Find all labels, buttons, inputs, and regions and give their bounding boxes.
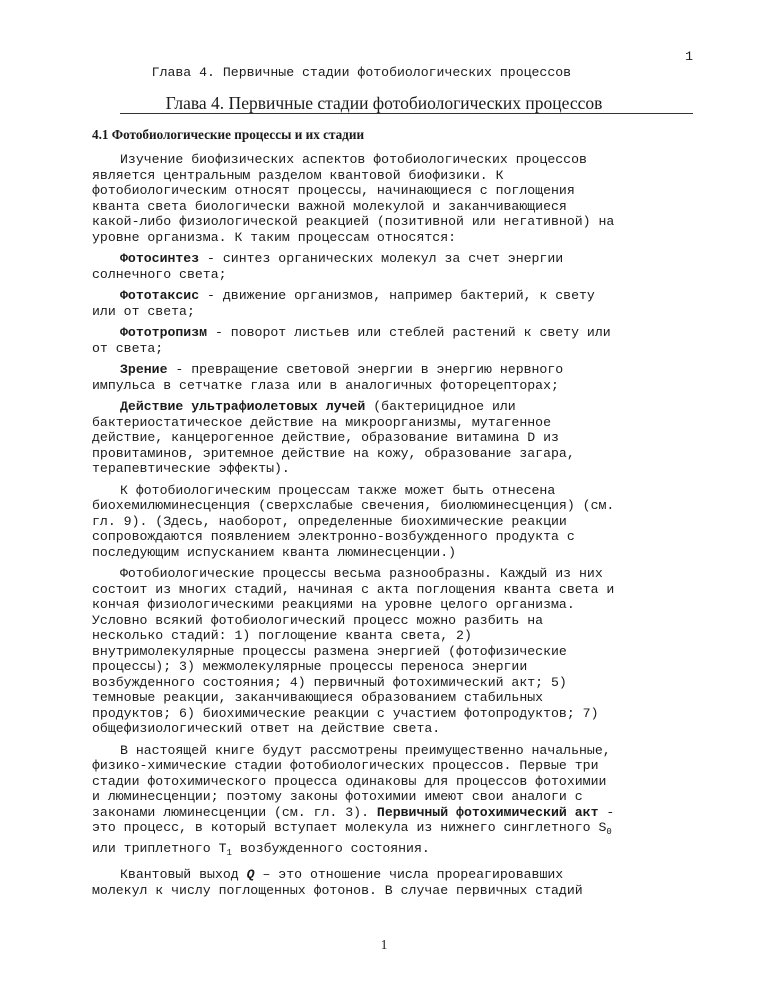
list-item xyxy=(92,325,706,356)
item-text: - синтез органических молекул за счет энергии солнечного света; xyxy=(92,251,564,282)
running-header-page-number: 1 xyxy=(685,49,693,64)
book-scope-paragraph: В настоящей книге будут рассмотрены преимущественно начальные, физико-химические стадии фотобиологических процессов. Первые три стадии фотохимического процесса одинаковы для процессов фотохимии и люминесценции; поэтому законы фотохимии имеют свои аналоги с законами люминесценции (см. гл. 3). Первичный фотохимический акт - это процесс, в который вступает молекула из нижнего синглетного $S_0$ или триплетного $T_1$ возбужденного состояния. xyxy=(92,742,615,858)
list-item xyxy=(92,399,706,477)
stages-paragraph: Фотобиологические процессы весьма разнообразны. Каждый из них состоит из многих стадий, начиная с акта поглощения кванта света и кончая физиологическими реакциями на уровне целого организма. Условно всякий фотобиологический процесс можно разбить на несколько стадий: 1) поглощение кванта света, 2) внутримолекулярные процессы размена энергией (фотофизические процессы); 3) межмолекулярные процессы переноса энергии возбужденного состояния; 4) первичный фотохимический акт; 5) темновые реакции, заканчивающиеся образованием стабильных продуктов; 6) биохимические реакции с участием фотопродуктов; 7) общефизиологический ответ на действие света. xyxy=(92,566,615,736)
item-term: Фототропизм xyxy=(120,325,208,340)
subscript: 0 xyxy=(606,827,612,837)
quantum-yield-paragraph: Квантовый выход Q – это отношение числа прореагировавших молекул к числу поглощенных фотонов. В случае первичных стадий xyxy=(92,867,583,898)
section-title: 4.1 Фотобиологические процессы и их стадии xyxy=(92,127,365,142)
primary-act-term: Первичный фотохимический акт xyxy=(376,804,599,820)
list-item xyxy=(92,288,706,319)
chapter-title: Глава 4. Первичные стадии фотобиологических процессов xyxy=(165,93,603,113)
quantum-yield-symbol: Q xyxy=(246,867,255,882)
item-term: Действие ультрафиолетовых лучей xyxy=(120,399,366,414)
list-item xyxy=(92,362,706,393)
body-text xyxy=(92,152,706,904)
running-header-title: Глава 4. Первичные стадии фотобиологических процессов xyxy=(151,65,572,80)
item-term: Зрение xyxy=(120,362,168,377)
intro-paragraph: Изучение биофизических аспектов фотобиологических процессов является центральным разделом квантовой биофизики. К фотобиологическим относят процессы, начинающиеся с поглощения кванта света биологически важной молекулой и заканчивающиеся какой-либо физиологической реакцией (позитивной или негативной) на уровне организма. К таким процессам относятся: xyxy=(92,152,615,245)
item-text: - движение организмов, например бактерий, к свету или от света; xyxy=(92,288,595,319)
item-term: Фототаксис xyxy=(120,288,200,303)
chemiluminescence-paragraph: К фотобиологическим процессам также может быть отнесена биохемилюминесценция (сверхслабые свечения, биолюминесценция) (см. гл. 9). (Здесь, наоборот, определенные биохимические реакции сопровождаются появлением электронно-возбужденного продукта с последующим испусканием кванта люминесценции.) xyxy=(92,482,615,560)
item-text: (бактерицидное или бактериостатическое действие на микроорганизмы, мутагенное действие, канцерогенное действие, образование витамина D из провитаминов, эритемное действие на кожу, образование загара, терапевтические эффекты). xyxy=(92,399,575,476)
item-term: Фотосинтез xyxy=(120,251,200,266)
subscript: 1 xyxy=(226,847,232,858)
list-item xyxy=(92,251,706,282)
footer-page-number: 1 xyxy=(380,937,388,952)
item-text: - превращение световой энергии в энергию нервного импульса в сетчатке глаза или в аналогичных фоторецепторах; xyxy=(92,362,564,393)
item-text: - поворот листьев или стеблей растений к свету или от света; xyxy=(92,325,611,356)
